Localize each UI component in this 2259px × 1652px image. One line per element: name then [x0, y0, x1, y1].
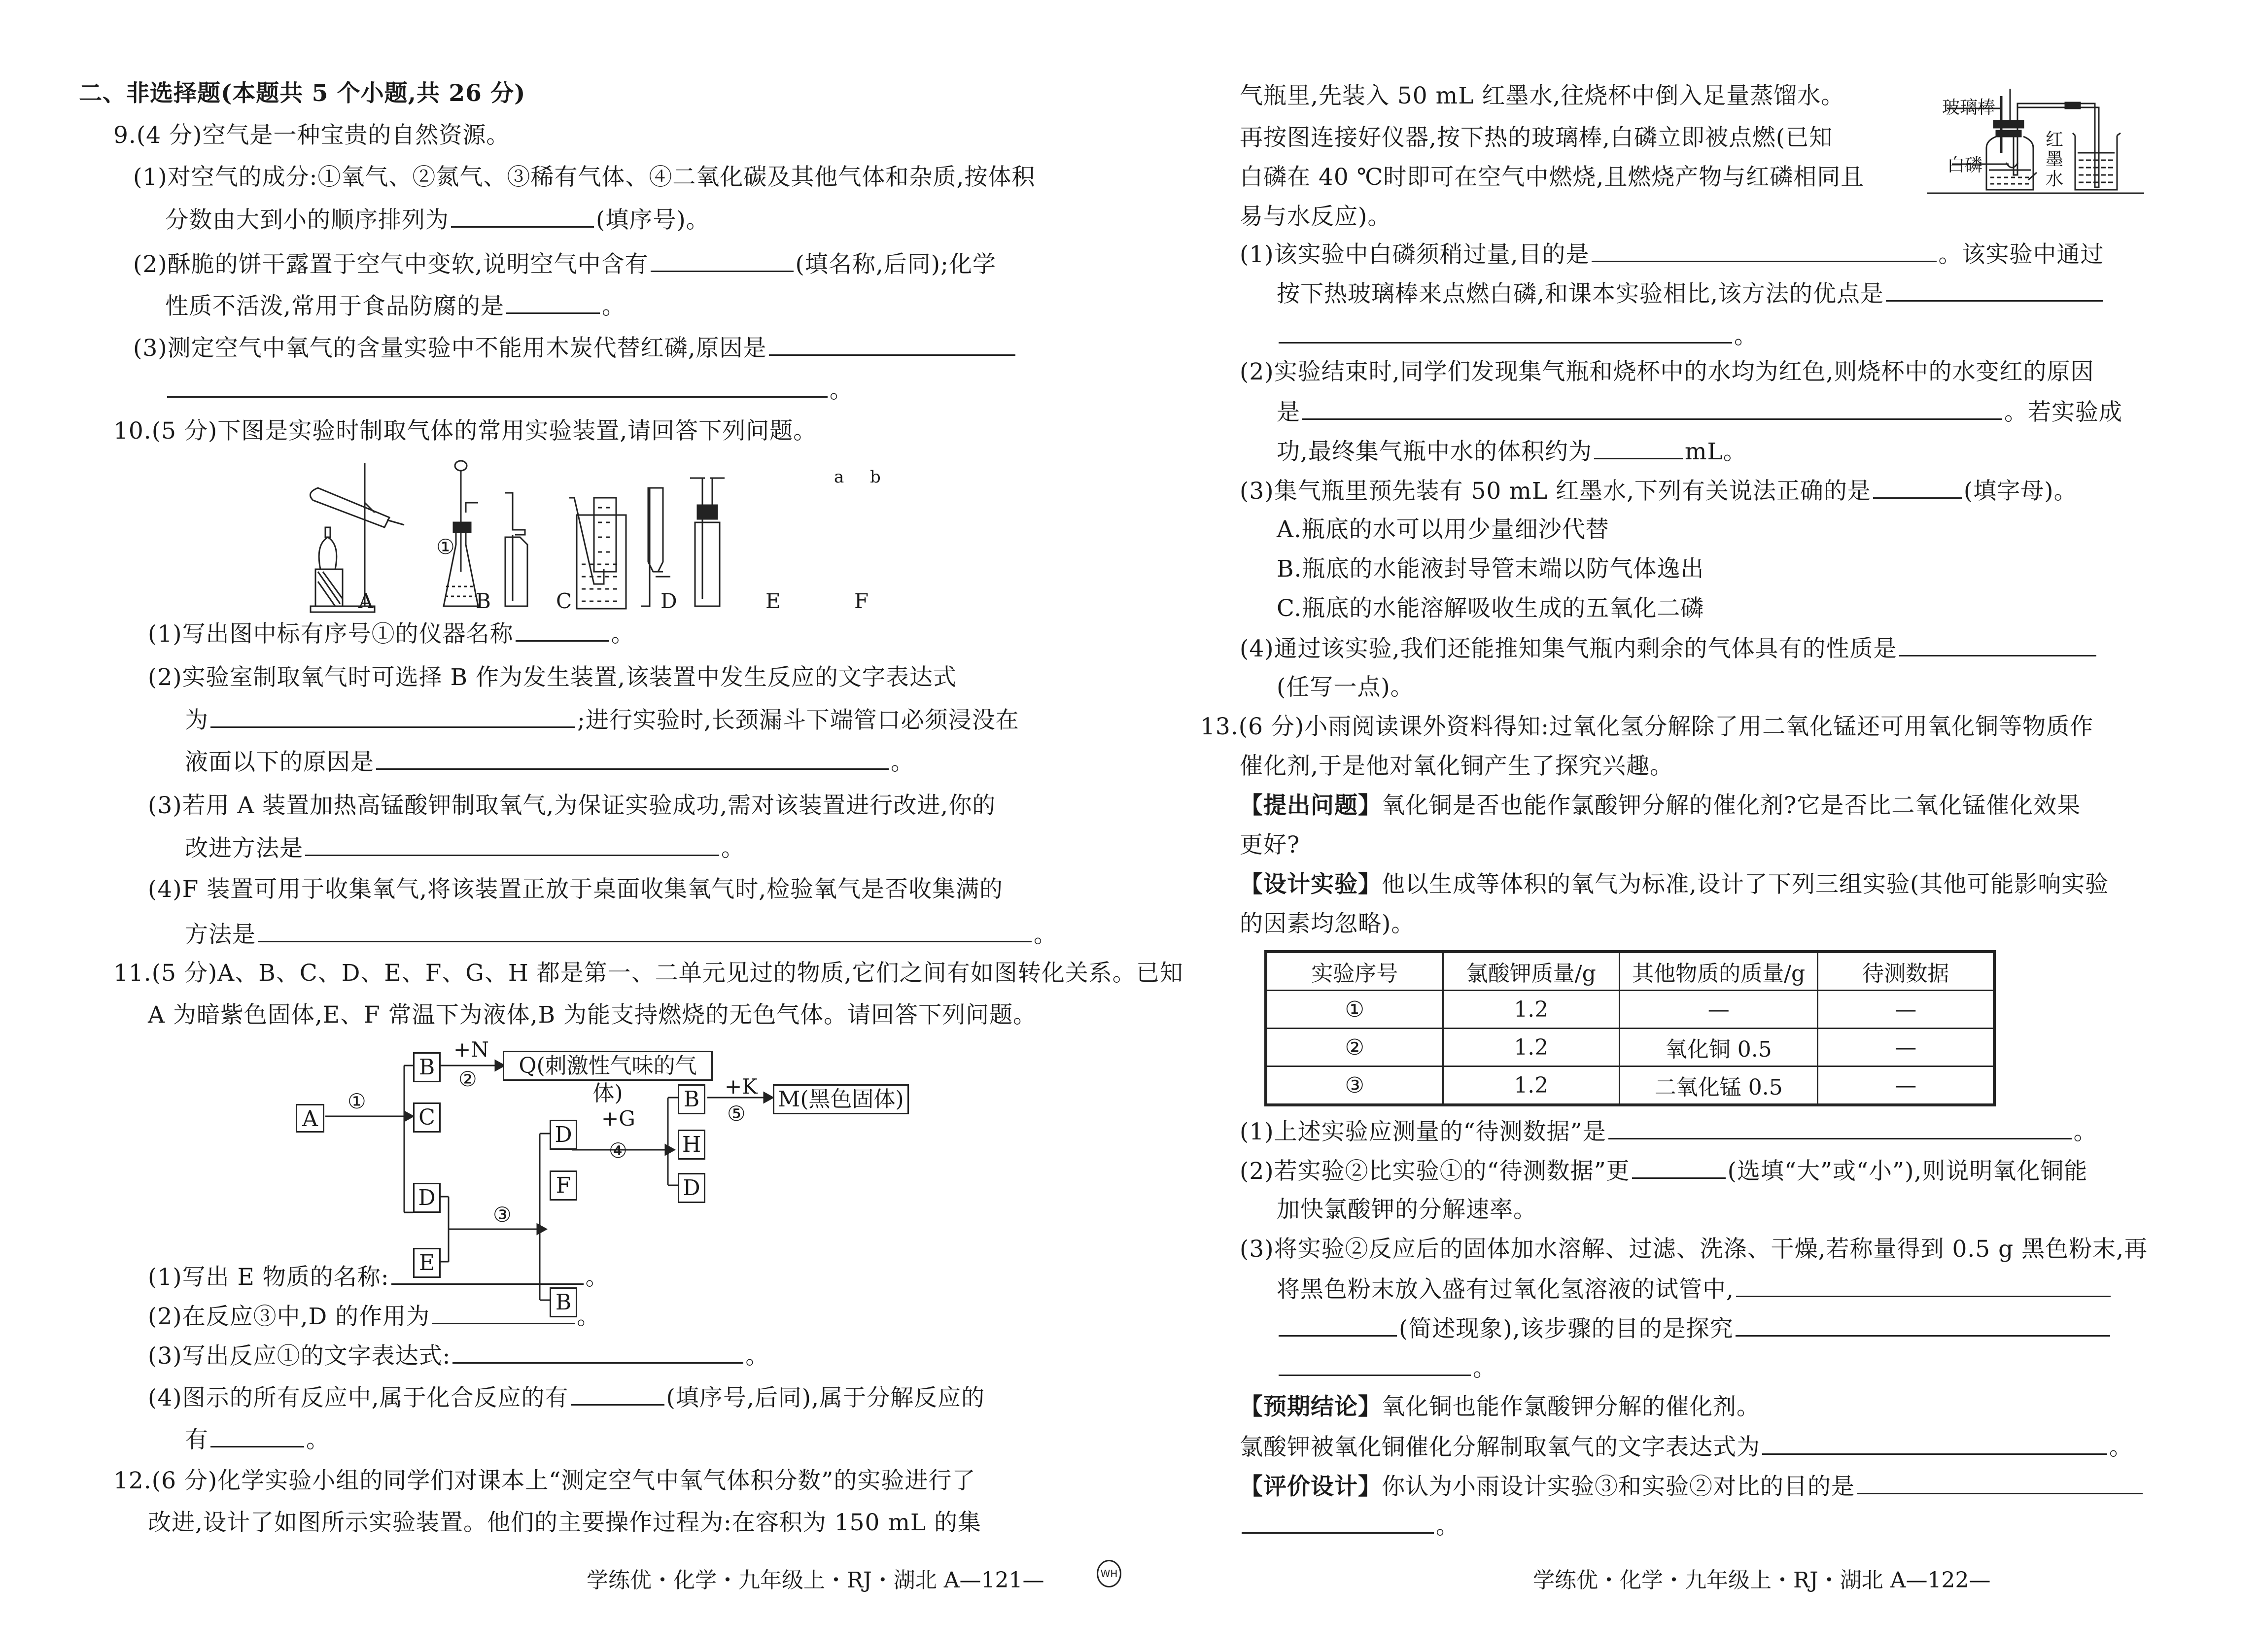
table-cell: 1.2	[1443, 1029, 1620, 1067]
q13-evaluation-suffix: 。	[1436, 1513, 1460, 1540]
answer-blank[interactable]	[1873, 476, 1962, 499]
answer-blank[interactable]	[1594, 436, 1683, 459]
q11-p3-text: (3)写出反应①的文字表达式:	[148, 1342, 451, 1370]
q12-option-b: B.瓶底的水能液封导管末端以防气体逸出	[1277, 555, 1704, 583]
label-red-ink-1: 红	[2046, 130, 2064, 150]
apparatus-label-c: C	[556, 589, 572, 613]
q13-p2a	[1240, 1156, 2087, 1186]
q10-p3b-text: 改进方法是	[185, 835, 303, 862]
port-a: a	[834, 467, 844, 487]
label-white-phosphorus: 白磷	[1947, 155, 1983, 175]
q12-p4a-text: (4)通过该实验,我们还能推知集气瓶内剩余的气体具有的性质是	[1240, 635, 1897, 662]
label-red-ink-3: 水	[2046, 169, 2064, 189]
q11-p4a	[148, 1382, 985, 1413]
node-d: D	[413, 1183, 441, 1213]
q10-p2a: (2)实验室制取氧气时可选择 B 作为发生装置,该装置中发生反应的文字表达式	[148, 664, 957, 691]
label-glass-rod: 玻璃棒	[1942, 98, 1996, 118]
table-cell: ③	[1266, 1067, 1443, 1105]
answer-blank[interactable]	[452, 1341, 743, 1364]
q13-p3d	[1277, 1353, 1496, 1383]
experiment-table	[1264, 950, 1996, 1106]
q13-p1	[1240, 1116, 2097, 1147]
apparatus-label-a: A	[358, 589, 374, 613]
q13-expression	[1240, 1432, 2133, 1462]
q10-p4b-text: 方法是	[185, 921, 256, 948]
table-header: 其他物质的质量/g	[1620, 952, 1818, 991]
ask-tag: 【提出问题】	[1240, 792, 1382, 819]
q11-p1-text: (1)写出 E 物质的名称:	[148, 1264, 389, 1291]
table-cell: 1.2	[1443, 1067, 1620, 1105]
table-header: 氯酸钾质量/g	[1443, 952, 1620, 991]
q11-p4b-text: 有	[185, 1426, 209, 1453]
wh-logo-icon: WH	[1097, 1560, 1121, 1587]
conclusion-tag: 【预期结论】	[1240, 1393, 1382, 1420]
q12-p3	[1240, 476, 2078, 506]
q12-p3-text: (3)集气瓶里预先装有 50 mL 红墨水,下列有关说法正确的是	[1240, 478, 1871, 505]
q12-p4b: (任写一点)。	[1277, 674, 1414, 701]
q13-p2b: 加快氯酸钾的分解速率。	[1277, 1196, 1537, 1223]
q9-p2a-suffix: (填名称,后同);化学	[795, 251, 996, 278]
q10-p4a: (4)F 装置可用于收集氧气,将该装置正放于桌面收集氧气时,检验氧气是否收集满的	[148, 876, 1004, 903]
reagent-g: +G	[601, 1106, 635, 1131]
table-cell: —	[1620, 991, 1818, 1029]
q9-p1a: (1)对空气的成分:①氧气、②氮气、③稀有气体、④二氧化碳及其他气体和杂质,按体积	[133, 164, 1036, 191]
q12-option-a: A.瓶底的水可以用少量细沙代替	[1277, 516, 1609, 543]
node-c: C	[413, 1102, 441, 1133]
q12-p1a-text: (1)该实验中白磷须稍过量,目的是	[1240, 241, 1590, 268]
q11-p4b-suffix: 。	[306, 1426, 330, 1453]
q13-p3b	[1277, 1274, 2113, 1305]
table-header: 实验序号	[1266, 952, 1443, 991]
q12-option-c: C.瓶底的水能溶解吸收生成的五氧化二磷	[1277, 595, 1704, 622]
q12-cont-l4: 易与水反应)。	[1240, 203, 1391, 230]
answer-blank[interactable]	[1608, 1116, 2072, 1139]
q11-p4b	[185, 1424, 330, 1455]
table-row	[1266, 1029, 1994, 1067]
apparatus-label-b: B	[476, 589, 491, 613]
q13-stem-a: 13.(6 分)小雨阅读课外资料得知:过氧化氢分解除了用二氧化锰还可用氧化铜等物质作	[1200, 713, 2094, 740]
reagent-k: +K	[725, 1074, 758, 1099]
node-b2: B	[550, 1287, 577, 1317]
right-footer: 学练优・化学・九年级上・RJ・湖北 A—122—	[1533, 1568, 1991, 1593]
q12-cont-l1: 气瓶里,先装入 50 mL 红墨水,往烧杯中倒入足量蒸馏水。	[1240, 82, 1845, 109]
node-h: H	[678, 1130, 705, 1160]
answer-blank[interactable]	[1279, 1353, 1471, 1376]
q13-p3b-text: 将黑色粉末放入盛有过氧化氢溶液的试管中,	[1277, 1276, 1734, 1303]
design-tag: 【设计实验】	[1240, 871, 1382, 898]
q11-stem-a: 11.(5 分)A、B、C、D、E、F、G、H 都是第一、二单元见过的物质,它们之间有如图转化关系。已知	[113, 960, 1183, 987]
q9-p1b-suffix: (填序号)。	[596, 206, 710, 234]
q13-evaluation-cont	[1240, 1511, 1460, 1541]
design-text: 他以生成等体积的氧气为标准,设计了下列三组实验(其他可能影响实验	[1382, 871, 2109, 898]
q13-p3d-suffix: 。	[1473, 1355, 1496, 1382]
q13-p1-text: (1)上述实验应测量的“待测数据”是	[1240, 1118, 1606, 1145]
answer-blank[interactable]	[1886, 278, 2103, 302]
answer-blank[interactable]	[1762, 1432, 2107, 1455]
evaluation-tag: 【评价设计】	[1240, 1473, 1382, 1500]
q12-p2a: (2)实验结束时,同学们发现集气瓶和烧杯中的水均为红色,则烧杯中的水变红的原因	[1240, 358, 2094, 385]
table-row	[1266, 991, 1994, 1029]
table-cell: ②	[1266, 1029, 1443, 1067]
q10-p2b-text: 为	[185, 707, 209, 734]
table-cell: 氧化铜 0.5	[1620, 1029, 1818, 1067]
q10-p2b-suffix: ;进行实验时,长颈漏斗下端管口必须浸没在	[577, 707, 1019, 734]
answer-blank[interactable]	[1736, 1313, 2110, 1337]
answer-blank[interactable]	[1857, 1471, 2143, 1494]
q10-p2c-text: 液面以下的原因是	[185, 749, 374, 776]
reaction-4: ④	[609, 1138, 627, 1163]
ask-text: 氧化铜是否也能作氯酸钾分解的催化剂?它是否比二氧化锰催化效果	[1382, 792, 2081, 819]
q13-p2a-suffix: (选填“大”或“小”),则说明氧化铜能	[1727, 1158, 2088, 1185]
node-a: A	[296, 1104, 324, 1133]
node-d2: D	[550, 1120, 577, 1150]
q11-p4a-text: (4)图示的所有反应中,属于化合反应的有	[148, 1384, 569, 1411]
table-header: 待测数据	[1818, 952, 1994, 991]
q9-p3b-suffix: 。	[830, 377, 853, 404]
q13-design-a	[1240, 870, 2109, 899]
q10-p2c-suffix: 。	[891, 749, 914, 776]
q12-p2b-text: 是	[1277, 399, 1300, 426]
q11-p4a-suffix: (填序号,后同),属于分解反应的	[666, 1384, 985, 1411]
answer-blank[interactable]	[1899, 633, 2096, 656]
q9-stem: 9.(4 分)空气是一种宝贵的自然资源。	[113, 122, 510, 149]
answer-blank[interactable]	[1632, 1156, 1726, 1179]
q13-ask-b: 更好?	[1240, 831, 1300, 859]
apparatus-label-e: E	[765, 589, 781, 613]
answer-blank[interactable]	[1592, 239, 1937, 262]
right-page	[1129, 0, 2259, 1652]
answer-blank[interactable]	[1279, 320, 1732, 344]
table-header-row	[1266, 952, 1994, 991]
q9-p1b-text: 分数由大到小的顺序排列为	[165, 206, 449, 234]
q12-p4a	[1240, 633, 2098, 664]
q10-stem: 10.(5 分)下图是实验时制取气体的常用实验装置,请回答下列问题。	[113, 417, 817, 445]
q12-cont-l2: 再按图连接好仪器,按下热的玻璃棒,白磷立即被点燃(已知	[1240, 124, 1833, 151]
q12-p1a	[1240, 239, 2104, 270]
q10-p3a: (3)若用 A 装置加热高锰酸钾制取氧气,为保证实验成功,需对该装置进行改进,你的	[148, 792, 996, 819]
table-cell: 二氧化锰 0.5	[1620, 1067, 1818, 1105]
left-footer: 学练优・化学・九年级上・RJ・湖北 A—121—	[587, 1568, 1044, 1593]
q13-design-b: 的因素均忽略)。	[1240, 910, 1415, 937]
q12-p1a-suffix: 。该实验中通过	[1938, 241, 2104, 268]
answer-blank[interactable]	[432, 1301, 575, 1324]
q12-cont-l3: 白磷在 40 ℃时即可在空气中燃烧,且燃烧产物与红磷相同且	[1240, 164, 1865, 191]
q13-p2a-text: (2)若实验②比实验①的“待测数据”更	[1240, 1158, 1630, 1185]
q12-p2b	[1277, 397, 2122, 427]
q12-p2c	[1277, 436, 1747, 467]
q9-p2b-suffix: 。	[601, 293, 626, 320]
q12-line2: 改进,设计了如图所示实验装置。他们的主要操作过程为:在容积为 150 mL 的集	[148, 1509, 982, 1536]
q9-p3a-text: (3)测定空气中氧气的含量实验中不能用木炭代替红磷,原因是	[133, 335, 767, 362]
answer-blank[interactable]	[1302, 397, 2002, 420]
q10-p3b-suffix: 。	[721, 835, 745, 862]
q13-expression-text: 氯酸钾被氧化铜催化分解制取氧气的文字表达式为	[1240, 1434, 1760, 1461]
q13-ask-a	[1240, 791, 2081, 821]
q13-expression-suffix: 。	[2109, 1434, 2133, 1461]
table-row	[1266, 1067, 1994, 1105]
answer-blank[interactable]	[1279, 1313, 1397, 1337]
table-cell: —	[1818, 991, 1994, 1029]
node-b3: B	[678, 1084, 705, 1114]
q11-p3	[148, 1341, 769, 1371]
reaction-2: ②	[458, 1067, 477, 1091]
funnel-marker: ①	[436, 535, 455, 559]
q11-p2-suffix: 。	[577, 1303, 601, 1330]
section-title: 二、非选择题(本题共 5 个小题,共 26 分)	[79, 80, 526, 107]
table-cell: —	[1818, 1067, 1994, 1105]
apparatus-label-d: D	[660, 589, 677, 613]
table-cell: —	[1818, 1029, 1994, 1067]
reaction-1: ①	[348, 1089, 366, 1113]
q13-p3a: (3)将实验②反应后的固体加水溶解、过滤、洗涤、干燥,若称量得到 0.5 g 黑色粉末,再	[1240, 1236, 2148, 1263]
label-red-ink-2: 墨	[2046, 149, 2064, 170]
q11-p2-text: (2)在反应③中,D 的作用为	[148, 1303, 430, 1330]
q13-p3c	[1277, 1313, 2112, 1344]
table-cell: 1.2	[1443, 991, 1620, 1029]
node-d3: D	[678, 1173, 705, 1203]
q12-p3-suffix: (填字母)。	[1963, 478, 2078, 505]
q13-conclusion	[1240, 1392, 1760, 1422]
q13-stem-b: 催化剂,于是他对氧化铜产生了探究兴趣。	[1240, 753, 1673, 780]
q10-p1-text: (1)写出图中标有序号①的仪器名称	[148, 620, 514, 648]
q9-p2a-text: (2)酥脆的饼干露置于空气中变软,说明空气中含有	[133, 251, 649, 278]
q10-p1-suffix: 。	[611, 620, 635, 648]
reaction-3: ③	[493, 1203, 512, 1227]
q11-p3-suffix: 。	[745, 1342, 769, 1370]
q12-p1c-suffix: 。	[1734, 322, 1758, 349]
apparatus-label-f: F	[854, 589, 869, 613]
q12-p1c	[1277, 320, 1758, 351]
node-e: E	[413, 1248, 441, 1278]
q12-p1b-text: 按下热玻璃棒来点燃白磷,和课本实验相比,该方法的优点是	[1277, 280, 1884, 308]
q12-p2c-text: 功,最终集气瓶中水的体积约为	[1277, 438, 1592, 465]
answer-blank[interactable]	[391, 1262, 584, 1285]
q13-p3c-text: (简述现象),该步骤的目的是探究	[1399, 1315, 1734, 1342]
evaluation-text: 你认为小雨设计实验③和实验②对比的目的是	[1382, 1473, 1855, 1500]
q13-p1-suffix: 。	[2073, 1118, 2097, 1145]
q10-p4b-suffix: 。	[1034, 921, 1057, 948]
q12-line1: 12.(6 分)化学实验小组的同学们对课本上“测定空气中氧气体积分数”的实验进行了	[113, 1467, 976, 1494]
q9-p2b-text: 性质不活泼,常用于食品防腐的是	[165, 293, 504, 320]
q13-evaluation	[1240, 1471, 2145, 1502]
q11-p1-suffix: 。	[585, 1264, 609, 1291]
answer-blank[interactable]	[210, 1424, 304, 1447]
node-m: M(黑色固体)	[773, 1084, 909, 1114]
q12-p2b-suffix: 。若实验成	[2004, 399, 2122, 426]
reaction-5: ⑤	[727, 1101, 746, 1126]
node-f: F	[550, 1170, 577, 1201]
port-b: b	[870, 467, 881, 487]
answer-blank[interactable]	[1736, 1274, 2111, 1297]
q12-p1b	[1277, 278, 2105, 309]
q11-p1	[148, 1262, 609, 1292]
q12-p2c-suffix: mL。	[1684, 438, 1747, 465]
conclusion-text: 氧化铜也能作氯酸钾分解的催化剂。	[1382, 1393, 1760, 1420]
node-b: B	[413, 1052, 441, 1082]
q11-p2	[148, 1301, 600, 1332]
answer-blank[interactable]	[1242, 1511, 1434, 1534]
reagent-n: +N	[453, 1037, 489, 1062]
node-q: Q(刺激性气味的气体)	[503, 1051, 713, 1081]
table-cell: ①	[1266, 991, 1443, 1029]
q11-stem-b: A 为暗紫色固体,E、F 常温下为液体,B 为能支持燃烧的无色气体。请回答下列问题。	[148, 1001, 1037, 1029]
answer-blank[interactable]	[571, 1382, 664, 1406]
